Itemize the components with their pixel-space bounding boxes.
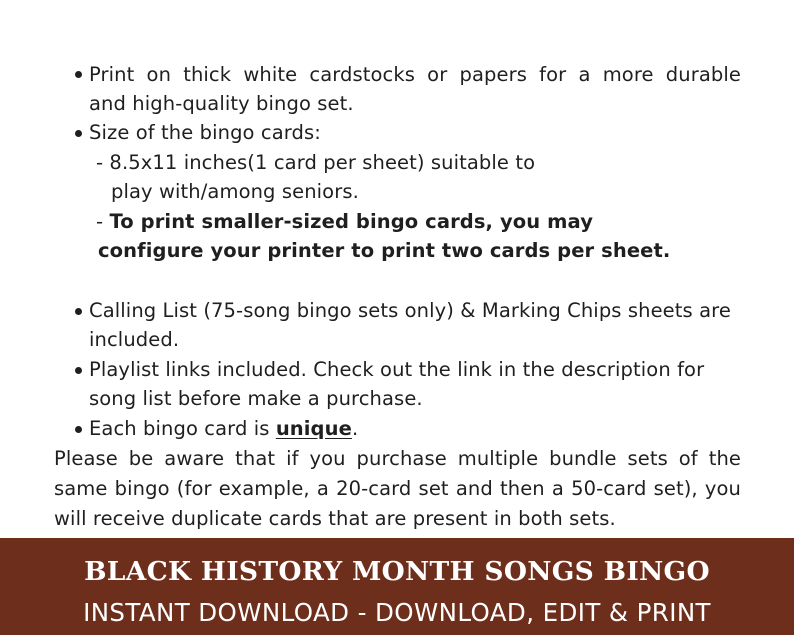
bullet-3-line-2: included. <box>89 328 180 351</box>
bullet-5-line-1 <box>89 414 358 443</box>
bullet-dot <box>75 130 82 137</box>
card-size-option-2-dash: - <box>96 210 110 233</box>
notice-line-3: will receive duplicate cards that are present in both sets. <box>54 507 616 530</box>
unique-prefix: Each bingo card is <box>89 417 276 440</box>
bullet-4-line-2: song list before make a purchase. <box>89 387 423 410</box>
unique-emphasis: unique <box>275 417 352 440</box>
notice-line-1: Please be aware that if you purchase multiple bundle sets of the <box>54 447 741 470</box>
bullet-2-line-1: Size of the bingo cards: <box>89 121 321 144</box>
card-size-option-2-line-1 <box>96 207 593 236</box>
bullet-dot <box>75 367 82 374</box>
unique-suffix: . <box>351 417 359 440</box>
card-size-option-2-line-2: configure your printer to print two cards per sheet. <box>98 239 671 262</box>
bullet-1-line-1: Print on thick white cardstocks or papers for a more durable <box>89 63 741 86</box>
product-banner <box>0 538 794 635</box>
card-size-option-2-text: To print smaller-sized bingo cards, you may <box>109 210 594 233</box>
bullet-3-line-1: Calling List (75-song bingo sets only) & Marking Chips sheets are <box>89 299 731 322</box>
bullet-1-line-2: and high-quality bingo set. <box>89 92 354 115</box>
bullet-dot <box>75 71 82 78</box>
banner-title: BLACK HISTORY MONTH SONGS BINGO <box>84 556 710 587</box>
card-size-option-1-line-1: - 8.5x11 inches(1 card per sheet) suitable to <box>96 151 536 174</box>
banner-subtitle: INSTANT DOWNLOAD - DOWNLOAD, EDIT & PRINT <box>83 598 711 627</box>
bullet-dot <box>75 426 82 433</box>
bullet-dot <box>75 308 82 315</box>
bullet-4-line-1: Playlist links included. Check out the link in the description for <box>89 358 705 381</box>
card-size-option-1-line-2: play with/among seniors. <box>111 180 359 203</box>
notice-line-2: same bingo (for example, a 20-card set and then a 50-card set), you <box>54 477 741 500</box>
